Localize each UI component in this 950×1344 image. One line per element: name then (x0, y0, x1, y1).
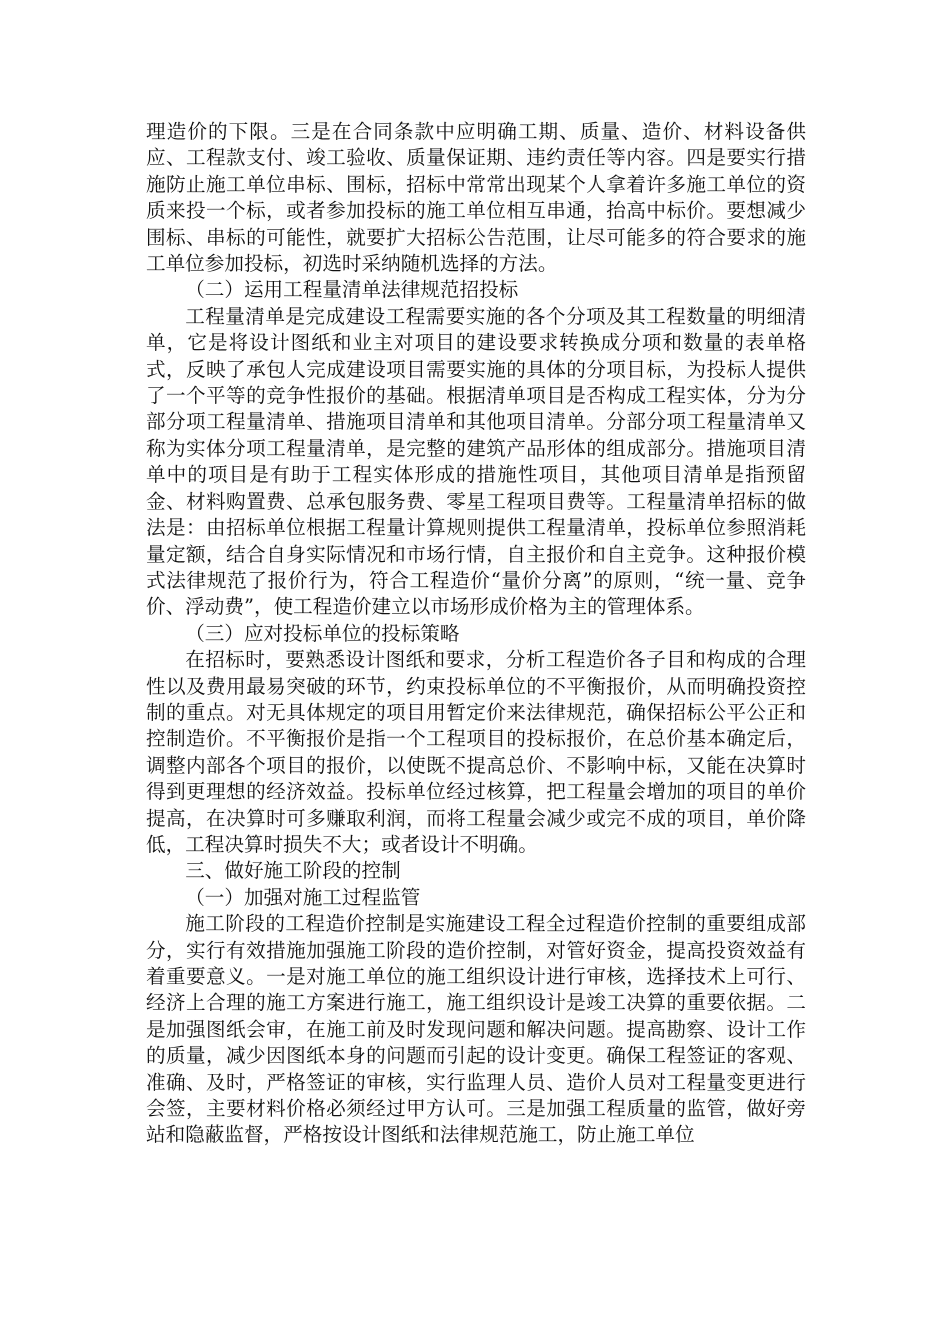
section-heading: （三）应对投标单位的投标策略 (185, 621, 460, 645)
body-paragraph: 施工阶段的工程造价控制是实施建设工程全过程造价控制的重要组成部分，实行有效措施加强施工阶段的造价控制，对管好资金，提高投资效益有着重要意义。一是对施工单位的施工组织设计进行审核，选择技术上可行、经济上合理的施工方案进行施工，施工组织设计是竣工决算的重要依据。二是加强图纸会审，在施工前及时发现问题和解决问题。提高勘察、设计工作的质量，减少因图纸本身的问题而引起的设计变更。确保工程签证的客观、准确、及时，严格签证的审核，实行监理人员、造价人员对工程量变更进行会签，主要材料价格必须经过甲方认可。三是加强工程质量的监管，做好旁站和隐蔽监督，严格按设计图纸和法律规范施工，防止施工单位 (146, 912, 806, 1147)
section-heading: （二）运用工程量清单法律规范招投标 (185, 278, 519, 302)
section-heading: （一）加强对施工过程监管 (185, 885, 421, 909)
body-paragraph: 理造价的下限。三是在合同条款中应明确工期、质量、造价、材料设备供应、工程款支付、竣工验收、质量保证期、违约责任等内容。四是要实行措施防止施工单位串标、围标，招标中常常出现某个人拿着许多施工单位的资质来投一个标，或者参加投标的施工单位相互串通，抬高中标价。要想减少围标、串标的可能性，就要扩大招标公告范围，让尽可能多的符合要求的施工单位参加投标，初选时采纳随机选择的方法。 (146, 120, 806, 276)
body-paragraph: 在招标时，要熟悉设计图纸和要求，分析工程造价各子目和构成的合理性以及费用最易突破的环节，约束投标单位的不平衡报价，从而明确投资控制的重点。对无具体规定的项目用暂定价来法律规范，确保招标公平公正和控制造价。不平衡报价是指一个工程项目的投标报价，在总价基本确定后，调整内部各个项目的报价，以使既不提高总价、不影响中标，又能在决算时得到更理想的经济效益。投标单位经过核算，把工程量会增加的项目的单价提高，在决算时可多赚取利润，而将工程量会减少或完不成的项目，单价降低，工程决算时损失不大；或者设计不明确。 (146, 648, 806, 856)
chapter-heading: 三、做好施工阶段的控制 (185, 859, 401, 883)
document-page (146, 119, 806, 1149)
body-paragraph: 工程量清单是完成建设工程需要实施的各个分项及其工程数量的明细清单，它是将设计图纸和业主对项目的建设要求转换成分项和数量的表单格式，反映了承包人完成建设项目需要实施的具体的分项目标，为投标人提供了一个平等的竞争性报价的基础。根据清单项目是否构成工程实体，分为分部分项工程量清单、措施项目清单和其他项目清单。分部分项工程量清单又称为实体分项工程量清单，是完整的建筑产品形体的组成部分。措施项目清单中的项目是有助于工程实体形成的措施性项目，其他项目清单是指预留金、材料购置费、总承包服务费、零星工程项目费等。工程量清单招标的做法是：由招标单位根据工程量计算规则提供工程量清单，投标单位参照消耗量定额，结合自身实际情况和市场行情，自主报价和自主竞争。这种报价模式法律规范了报价行为，符合工程造价“量价分离”的原则，“统一量、竞争价、浮动费”，使工程造价建立以市场形成价格为主的管理体系。 (146, 304, 806, 619)
